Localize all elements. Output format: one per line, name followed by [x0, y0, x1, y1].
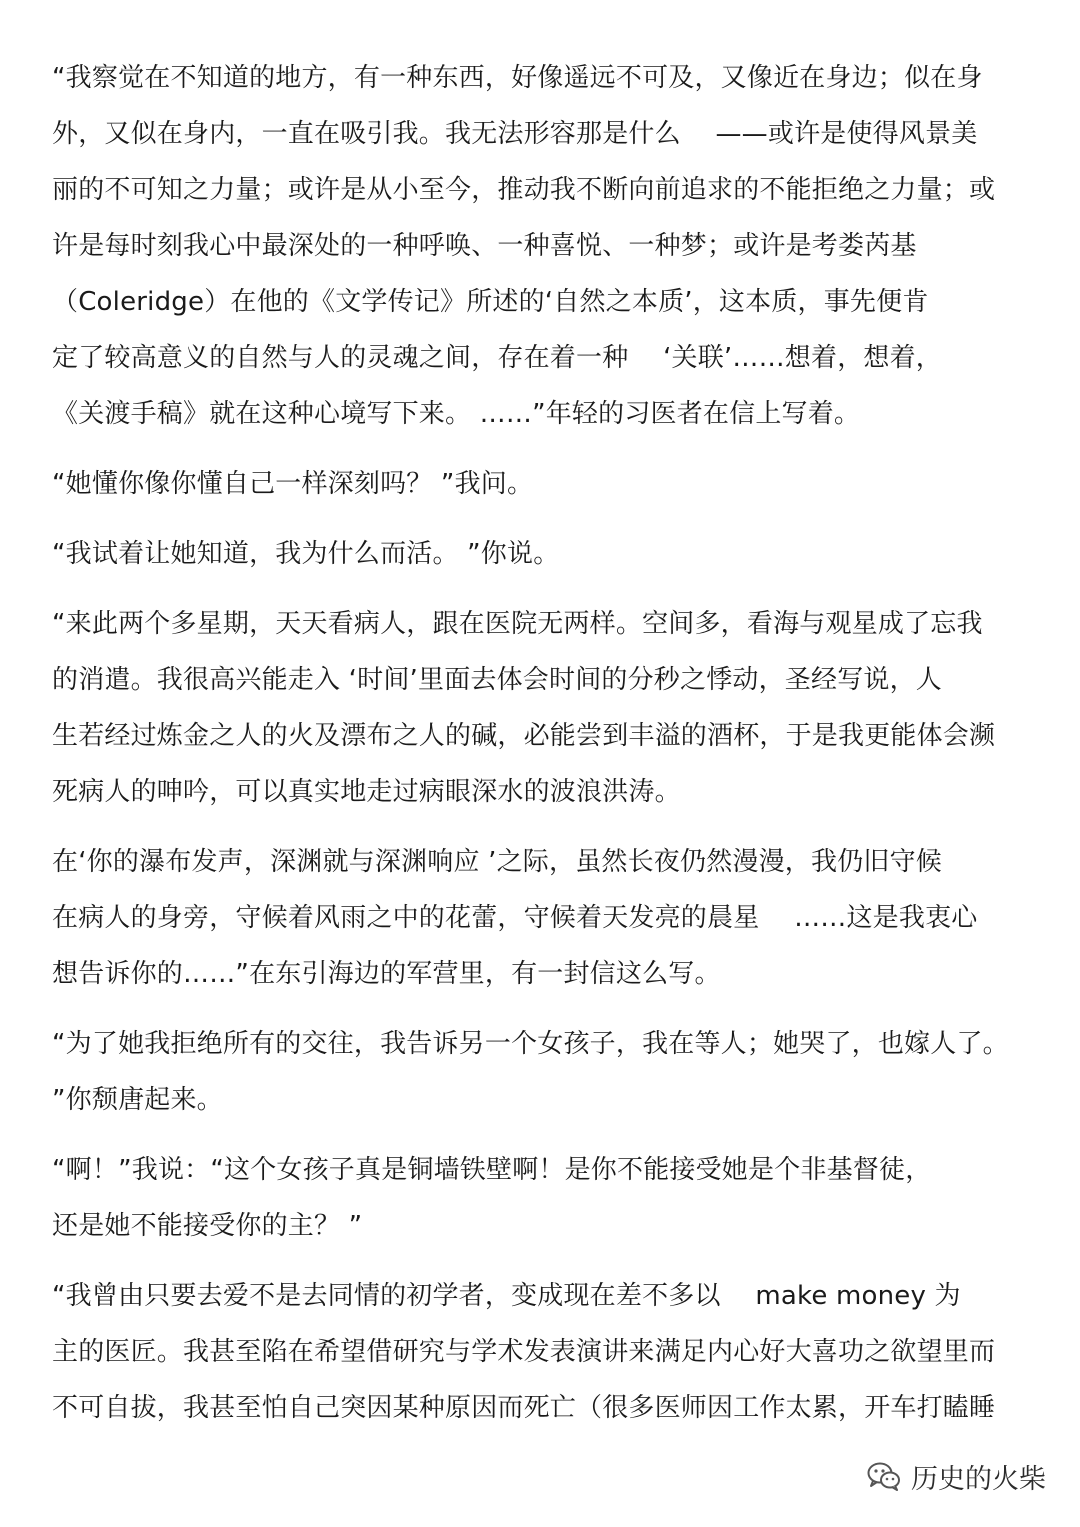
- text-line: 许是每时刻我心中最深处的一种呼唤、一种喜悦、一种梦；或许是考娄芮基: [52, 231, 917, 261]
- text-line: “来此两个多星期，天天看病人，跟在医院无两样。空间多，看海与观星成了忘我: [52, 609, 983, 639]
- account-watermark: [867, 1452, 1046, 1500]
- paragraph: [52, 1016, 1037, 1128]
- watermark-text: 历史的火柴: [911, 1463, 1046, 1495]
- text-line: 主的医匠。我甚至陷在希望借研究与学术发表演讲来满足内心好大喜功之欲望里而: [52, 1337, 996, 1367]
- paragraph: [52, 596, 1037, 820]
- text-line: 不可自拔，我甚至怕自己突因某种原因而死亡（很多医师因工作太累，开车打瞌睡: [52, 1393, 996, 1423]
- text-line: 定了较高意义的自然与人的灵魂之间，存在着一种 ‘关联’……想着，想着，: [52, 343, 942, 373]
- text-line: “我曾由只要去爱不是去同情的初学者，变成现在差不多以 make money 为: [52, 1281, 961, 1311]
- text-line: ”你颓唐起来。: [52, 1085, 223, 1115]
- article-body: [52, 50, 1037, 1450]
- text-line: 外，又似在身内，一直在吸引我。我无法形容那是什么 ——或许是使得风景美: [52, 119, 978, 149]
- wechat-icon: [867, 1461, 901, 1491]
- paragraph: [52, 526, 1037, 582]
- paragraph: [52, 456, 1037, 512]
- paragraph: [52, 834, 1037, 1002]
- text-line: “她懂你像你懂自己一样深刻吗？ ”我问。: [52, 469, 534, 499]
- text-line: 丽的不可知之力量；或许是从小至今，推动我不断向前追求的不能拒绝之力量；或: [52, 175, 996, 205]
- text-line: “为了她我拒绝所有的交往，我告诉另一个女孩子，我在等人；她哭了，也嫁人了。: [52, 1029, 1009, 1059]
- paragraph: [52, 1268, 1037, 1436]
- text-line: “我察觉在不知道的地方，有一种东西，好像遥远不可及，又像近在身边；似在身: [52, 63, 983, 93]
- text-line: 还是她不能接受你的主？ ”: [52, 1211, 363, 1241]
- text-line: （Coleridge）在他的《文学传记》所述的‘自然之本质’，这本质，事先便肯: [52, 287, 929, 317]
- text-line: 的消遣。我很高兴能走入 ‘时间’里面去体会时间的分秒之悸动，圣经写说，人: [52, 665, 942, 695]
- text-line: 死病人的呻吟，可以真实地走过病眼深水的波浪洪涛。: [52, 777, 681, 807]
- paragraph: [52, 50, 1037, 442]
- paragraph: [52, 1142, 1037, 1254]
- text-line: 《关渡手稿》就在这种心境写下来。 ……”年轻的习医者在信上写着。: [52, 399, 861, 429]
- text-line: “啊！”我说：“这个女孩子真是铜墙铁壁啊！是你不能接受她是个非基督徒，: [52, 1155, 932, 1185]
- text-line: 生若经过炼金之人的火及漂布之人的碱，必能尝到丰溢的酒杯，于是我更能体会濒: [52, 721, 996, 751]
- text-line: 想告诉你的……”在东引海边的军营里，有一封信这么写。: [52, 959, 721, 989]
- text-line: 在病人的身旁，守候着风雨之中的花蕾，守候着天发亮的晨星 ……这是我衷心: [52, 903, 978, 933]
- text-line: “我试着让她知道，我为什么而活。 ”你说。: [52, 539, 560, 569]
- text-line: 在‘你的瀑布发声，深渊就与深渊响应 ’之际，虽然长夜仍然漫漫，我仍旧守候: [52, 847, 942, 877]
